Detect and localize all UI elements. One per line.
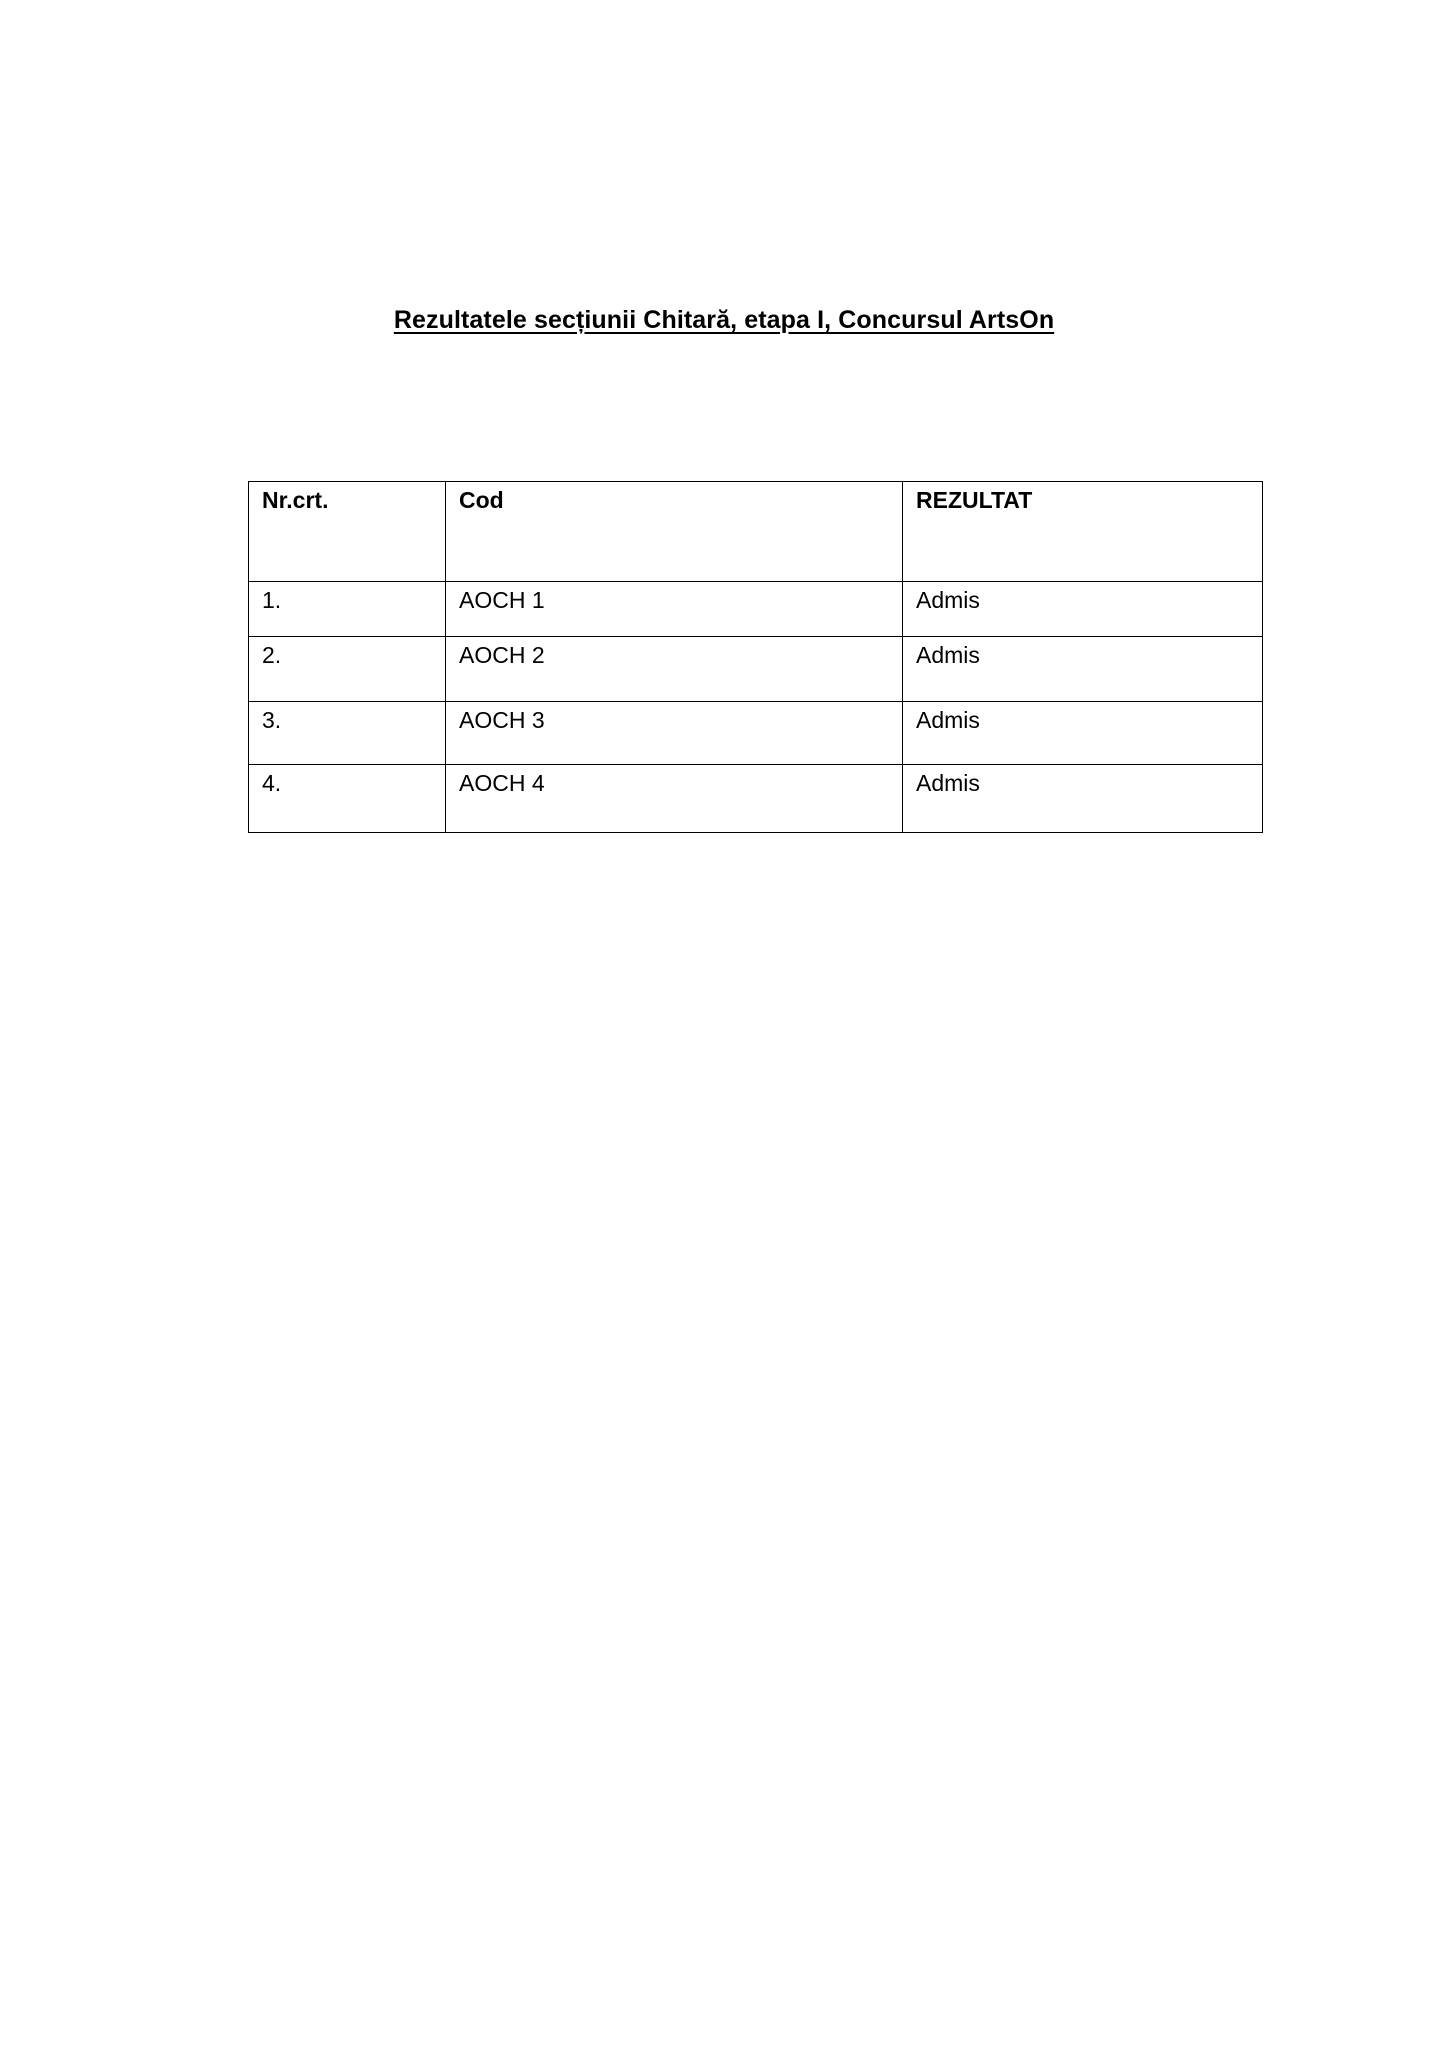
document-title: Rezultatele secțiunii Chitară, etapa I, Concursul ArtsOn [393, 306, 1055, 334]
table-header-row [249, 482, 1263, 582]
table-row [249, 702, 1263, 765]
cell-nr-crt: 2. [249, 637, 446, 702]
cell-rezultat: Admis [903, 765, 1263, 833]
cell-cod: AOCH 2 [446, 637, 903, 702]
table-row [249, 637, 1263, 702]
results-table [248, 481, 1263, 833]
cell-rezultat: Admis [903, 637, 1263, 702]
cell-cod: AOCH 3 [446, 702, 903, 765]
cell-rezultat: Admis [903, 582, 1263, 637]
cell-cod: AOCH 4 [446, 765, 903, 833]
header-cod: Cod [446, 482, 903, 582]
cell-nr-crt: 3. [249, 702, 446, 765]
cell-nr-crt: 4. [249, 765, 446, 833]
header-nr-crt: Nr.crt. [249, 482, 446, 582]
header-rezultat: REZULTAT [903, 482, 1263, 582]
table-row [249, 765, 1263, 833]
cell-rezultat: Admis [903, 702, 1263, 765]
cell-nr-crt: 1. [249, 582, 446, 637]
table-row [249, 582, 1263, 637]
cell-cod: AOCH 1 [446, 582, 903, 637]
